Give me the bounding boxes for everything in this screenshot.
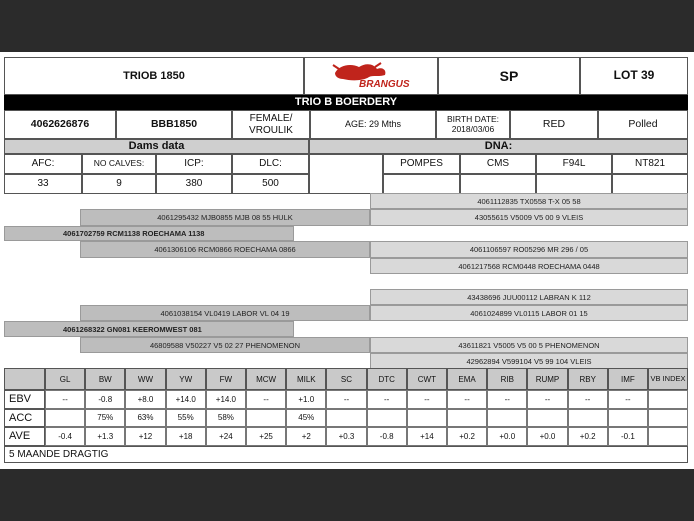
ebv-cell: -0.1 xyxy=(608,427,648,446)
ebv-header-gl: GL xyxy=(45,368,85,390)
ebv-header-imf: IMF xyxy=(608,368,648,390)
ebv-cell xyxy=(527,409,567,428)
birth-date-value: 2018/03/06 xyxy=(451,123,495,134)
dlc-value: 500 xyxy=(232,174,309,194)
dna-nt821: NT821 xyxy=(612,154,688,174)
ebv-header-cwt: CWT xyxy=(407,368,447,390)
birth-date-label: BIRTH DATE: xyxy=(446,113,500,124)
ebv-cell xyxy=(608,409,648,428)
pedigree-sire-dam-dam: 4061217568 RCM0448 ROECHAMA 0448 xyxy=(370,258,688,274)
afc-value: 33 xyxy=(4,174,82,194)
ebv-header-rby: RBY xyxy=(568,368,608,390)
ebv-cell: -- xyxy=(45,390,85,409)
calves-label: NO CALVES: xyxy=(82,154,156,174)
ebv-cell: +14 xyxy=(407,427,447,446)
ebv-cell: -0.4 xyxy=(45,427,85,446)
ebv-cell: -0.8 xyxy=(85,390,125,409)
ebv-cell: 63% xyxy=(125,409,165,428)
ebv-header-rib: RIB xyxy=(487,368,527,390)
ebv-header-yw: YW xyxy=(166,368,206,390)
sale-catalogue-sheet xyxy=(0,52,694,469)
dlc-label: DLC: xyxy=(232,154,309,174)
ebv-cell xyxy=(326,409,366,428)
category: SP xyxy=(438,57,580,95)
ebv-cell: -- xyxy=(447,390,487,409)
polled-status: Polled xyxy=(598,110,688,139)
dna-blank xyxy=(309,154,383,194)
ebv-cell xyxy=(568,409,608,428)
ebv-cell xyxy=(648,390,688,409)
pedigree-dam-sire-sire: 43438696 JUU00112 LABRAN K 112 xyxy=(370,289,688,305)
dna-nt821-result xyxy=(612,174,688,194)
ebv-row-label-acc: ACC xyxy=(4,409,45,428)
bull-logo-icon xyxy=(329,61,413,91)
ebv-cell: +0.2 xyxy=(568,427,608,446)
dna-title: DNA: xyxy=(309,139,688,154)
dna-pompes: POMPES xyxy=(383,154,460,174)
ebv-cell xyxy=(648,427,688,446)
birth-date xyxy=(436,110,510,139)
calves-value: 9 xyxy=(82,174,156,194)
icp-label: ICP: xyxy=(156,154,232,174)
sex: FEMALE/ VROULIK xyxy=(232,110,310,139)
ebv-cell: +2 xyxy=(286,427,326,446)
tag-number: BBB1850 xyxy=(116,110,232,139)
ebv-header-mcw: MCW xyxy=(246,368,286,390)
pedigree-dam-sire-dam: 4061024899 VL0115 LABOR 01 15 xyxy=(370,305,688,321)
dams-data-title: Dams data xyxy=(4,139,309,154)
breeder-bar: TRIO B BOERDERY xyxy=(4,95,688,110)
ebv-header-bw: BW xyxy=(85,368,125,390)
pedigree-dam-sire: 4061038154 VL0419 LABOR VL 04 19 xyxy=(80,305,370,321)
ebv-cell: -- xyxy=(367,390,407,409)
ebv-cell: -- xyxy=(487,390,527,409)
brangus-logo xyxy=(304,57,438,95)
ebv-cell: +12 xyxy=(125,427,165,446)
pedigree-sire-sire: 4061295432 MJB0855 MJB 08 55 HULK xyxy=(80,209,370,226)
color: RED xyxy=(510,110,598,139)
ebv-cell: -0.8 xyxy=(367,427,407,446)
lot-number: LOT 39 xyxy=(580,57,688,95)
ebv-cell: +0.2 xyxy=(447,427,487,446)
ebv-cell xyxy=(407,409,447,428)
ebv-cell: +25 xyxy=(246,427,286,446)
ebv-cell xyxy=(447,409,487,428)
ebv-cell xyxy=(487,409,527,428)
ebv-cell xyxy=(45,409,85,428)
ebv-cell: +18 xyxy=(166,427,206,446)
ebv-cell: -- xyxy=(407,390,447,409)
ebv-cell: +0.0 xyxy=(527,427,567,446)
ebv-row-label-ebv: EBV xyxy=(4,390,45,409)
registration-number: 4062626876 xyxy=(4,110,116,139)
ebv-cell: +14.0 xyxy=(166,390,206,409)
ebv-header-fw: FW xyxy=(206,368,246,390)
dna-f94l-result xyxy=(536,174,612,194)
ebv-cell: +0.0 xyxy=(487,427,527,446)
pedigree-dam-dam: 46809588 V50227 V5 02 27 PHENOMENON xyxy=(80,337,370,353)
age: AGE: 29 Mths xyxy=(310,110,436,139)
ebv-cell: -- xyxy=(246,390,286,409)
ebv-cell: +1.0 xyxy=(286,390,326,409)
pedigree-sire: 4061702759 RCM1138 ROECHAMA 1138 xyxy=(4,226,294,241)
ebv-cell xyxy=(367,409,407,428)
ebv-cell: +14.0 xyxy=(206,390,246,409)
ebv-header-rump: RUMP xyxy=(527,368,567,390)
pregnancy-note: 5 MAANDE DRAGTIG xyxy=(4,446,688,463)
pedigree-sire-sire-sire: 4061112835 TX0558 T-X 05 58 xyxy=(370,193,688,209)
ebv-header-vb-index: VB INDEX xyxy=(648,368,688,390)
pedigree-dam: 4061268322 GN081 KEEROMWEST 081 xyxy=(4,321,294,337)
ebv-header-ww: WW xyxy=(125,368,165,390)
ebv-cell: -- xyxy=(608,390,648,409)
ebv-cell: +0.3 xyxy=(326,427,366,446)
ebv-cell: +8.0 xyxy=(125,390,165,409)
pedigree-dam-dam-dam: 42962894 V599104 V5 99 104 VLEIS xyxy=(370,353,688,369)
ebv-cell xyxy=(648,409,688,428)
ebv-cell: 55% xyxy=(166,409,206,428)
dna-cms-result xyxy=(460,174,536,194)
icp-value: 380 xyxy=(156,174,232,194)
logo-text: BRANGUS xyxy=(359,79,410,90)
ebv-cell: 58% xyxy=(206,409,246,428)
ebv-header-milk: MILK xyxy=(286,368,326,390)
ebv-header-dtc: DTC xyxy=(367,368,407,390)
ebv-cell: -- xyxy=(568,390,608,409)
ebv-cell xyxy=(246,409,286,428)
ebv-row-label-ave: AVE xyxy=(4,427,45,446)
ebv-cell: +24 xyxy=(206,427,246,446)
ebv-cell: 45% xyxy=(286,409,326,428)
pedigree-sire-dam-sire: 4061106597 RO05296 MR 296 / 05 xyxy=(370,241,688,258)
ebv-cell: -- xyxy=(326,390,366,409)
ebv-header-ema: EMA xyxy=(447,368,487,390)
dna-f94l: F94L xyxy=(536,154,612,174)
ebv-cell: 75% xyxy=(85,409,125,428)
ebv-cell: -- xyxy=(527,390,567,409)
ebv-corner xyxy=(4,368,45,390)
ebv-header-sc: SC xyxy=(326,368,366,390)
afc-label: AFC: xyxy=(4,154,82,174)
animal-name: TRIOB 1850 xyxy=(4,57,304,95)
pedigree-dam-dam-sire: 43611821 V5005 V5 00 5 PHENOMENON xyxy=(370,337,688,353)
ebv-cell: +1.3 xyxy=(85,427,125,446)
pedigree-sire-dam: 4061306106 RCM0866 ROECHAMA 0866 xyxy=(80,241,370,258)
pedigree-sire-sire-dam: 43055615 V5009 V5 00 9 VLEIS xyxy=(370,209,688,226)
dna-cms: CMS xyxy=(460,154,536,174)
dna-pompes-result xyxy=(383,174,460,194)
